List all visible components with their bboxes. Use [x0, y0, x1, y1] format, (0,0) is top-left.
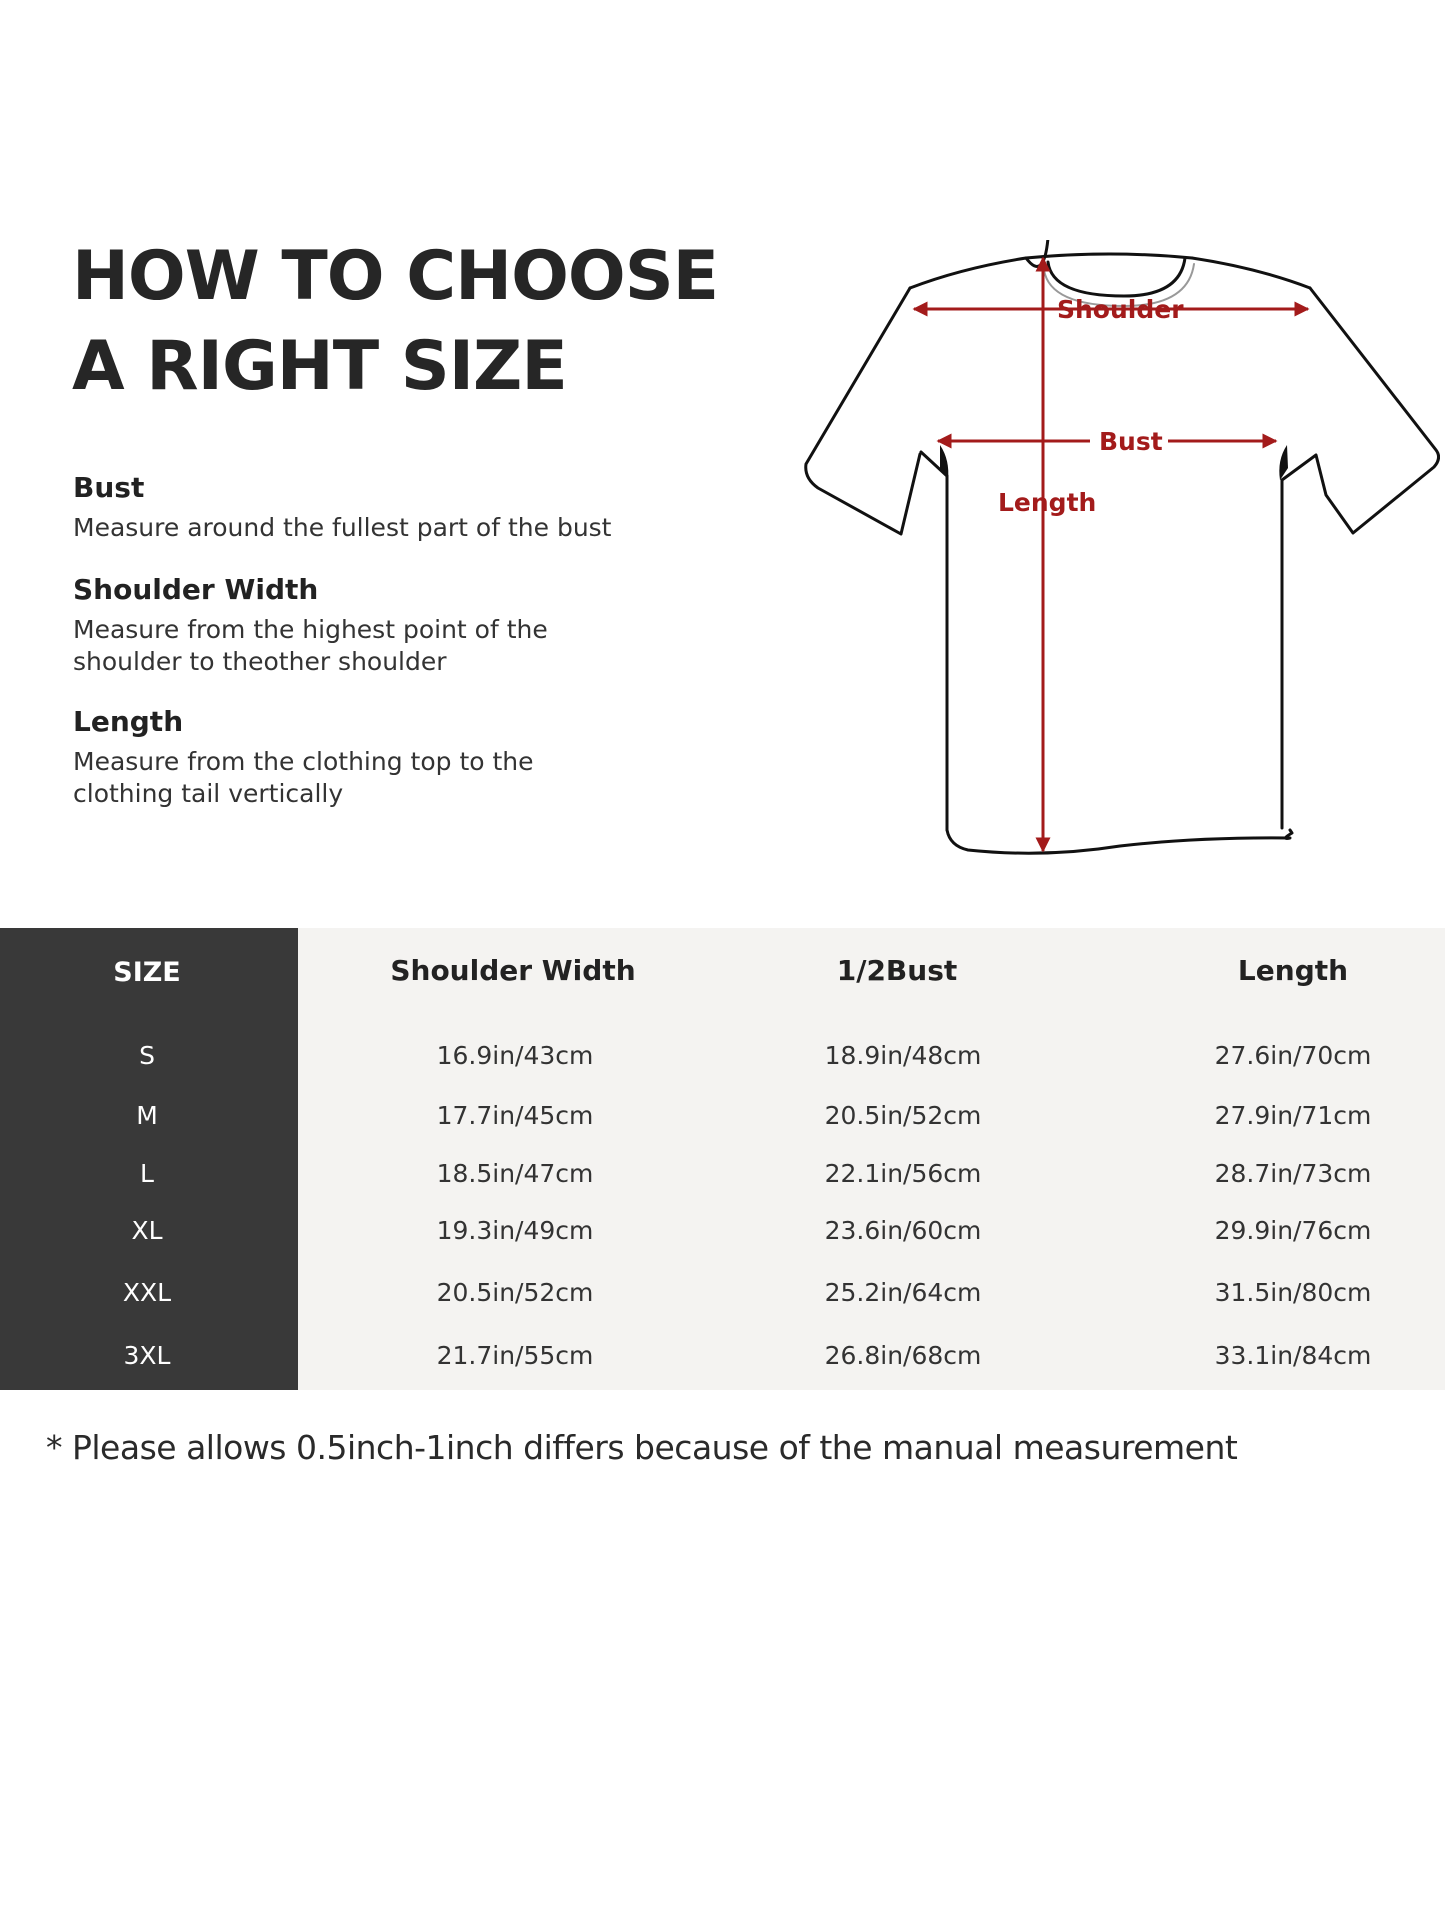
- bust-description: [73, 512, 713, 544]
- length-description-line: Measure from the clothing top to the: [73, 747, 534, 776]
- length-heading: Length: [73, 705, 184, 738]
- length-cell: 28.7in/73cm: [1214, 1159, 1372, 1188]
- shoulder-width-description-line: shoulder to theother shoulder: [73, 647, 447, 676]
- tshirt-measurement-diagram: [790, 240, 1440, 860]
- half-bust-cell: 18.9in/48cm: [824, 1041, 982, 1070]
- shoulder-label: Shoulder: [1057, 295, 1184, 324]
- shoulder-width-instruction: [73, 572, 713, 678]
- length-cell: 29.9in/76cm: [1214, 1216, 1372, 1245]
- size-header: SIZE: [113, 957, 181, 988]
- length-description-line: clothing tail vertically: [73, 779, 344, 808]
- length-instruction: [73, 704, 713, 810]
- size-cell: L: [140, 1159, 154, 1188]
- shoulder-width-heading: Shoulder Width: [73, 573, 319, 606]
- bust-label: Bust: [1099, 427, 1163, 456]
- page-title: [72, 232, 718, 412]
- size-cell: XL: [131, 1216, 163, 1245]
- shoulder-width-cell: 17.7in/45cm: [436, 1101, 594, 1130]
- shoulder-width-description-line: Measure from the highest point of the: [73, 615, 548, 644]
- measurement-footnote: * Please allows 0.5inch-1inch differs because of the manual measurement: [46, 1428, 1238, 1467]
- bust-instruction: [73, 470, 713, 544]
- shoulder-width-header: Shoulder Width: [390, 954, 636, 987]
- shoulder-width-cell: 21.7in/55cm: [436, 1341, 594, 1370]
- page-title-line-2: A RIGHT SIZE: [72, 327, 567, 406]
- shoulder-width-description: [73, 614, 713, 678]
- shoulder-width-cell: 18.5in/47cm: [436, 1159, 594, 1188]
- length-cell: 27.9in/71cm: [1214, 1101, 1372, 1130]
- length-description: [73, 746, 713, 810]
- length-label: Length: [998, 488, 1097, 517]
- length-cell: 31.5in/80cm: [1214, 1278, 1372, 1307]
- bust-heading: Bust: [73, 471, 145, 504]
- half-bust-cell: 23.6in/60cm: [824, 1216, 982, 1245]
- shoulder-width-cell: 16.9in/43cm: [436, 1041, 594, 1070]
- half-bust-header: 1/2Bust: [836, 954, 958, 987]
- length-cell: 27.6in/70cm: [1214, 1041, 1372, 1070]
- bust-description-line: Measure around the fullest part of the bust: [73, 513, 612, 542]
- length-cell: 33.1in/84cm: [1214, 1341, 1372, 1370]
- tshirt-outline: [806, 240, 1439, 853]
- half-bust-cell: 25.2in/64cm: [824, 1278, 982, 1307]
- page-title-line-1: HOW TO CHOOSE: [72, 237, 719, 316]
- size-cell: S: [139, 1041, 155, 1070]
- half-bust-cell: 26.8in/68cm: [824, 1341, 982, 1370]
- half-bust-cell: 22.1in/56cm: [824, 1159, 982, 1188]
- shoulder-width-cell: 20.5in/52cm: [436, 1278, 594, 1307]
- length-header: Length: [1237, 954, 1349, 987]
- measurement-arrows: [914, 258, 1308, 851]
- half-bust-cell: 20.5in/52cm: [824, 1101, 982, 1130]
- size-cell: M: [136, 1101, 158, 1130]
- size-cell: 3XL: [123, 1341, 171, 1370]
- size-cell: XXL: [122, 1278, 172, 1307]
- shoulder-width-cell: 19.3in/49cm: [436, 1216, 594, 1245]
